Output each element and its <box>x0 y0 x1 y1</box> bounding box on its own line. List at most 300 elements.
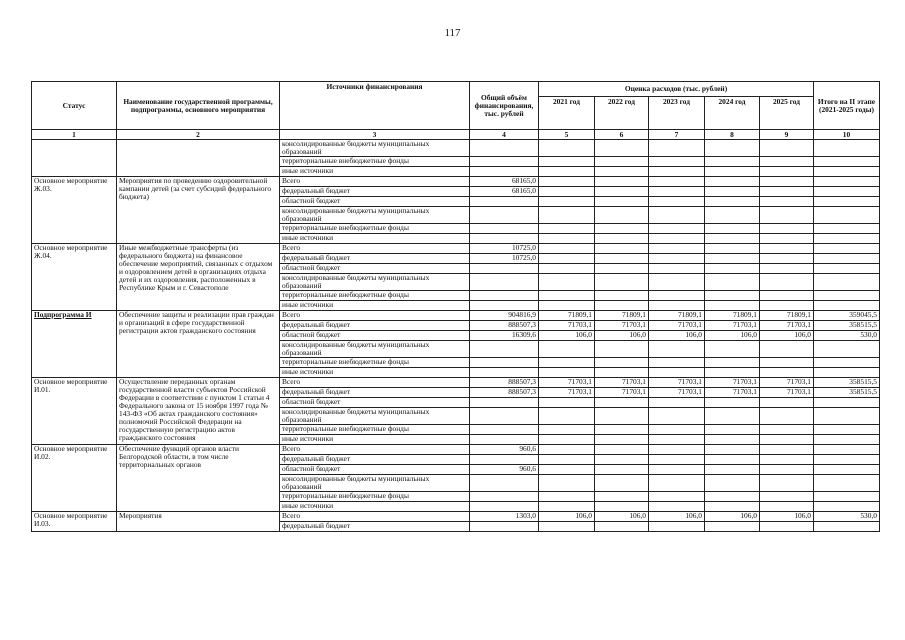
stage-total-cell <box>814 408 880 425</box>
total-financing-cell <box>470 492 539 502</box>
year-amount-cell <box>760 492 814 502</box>
funding-source-cell: территориальные внебюджетные фонды <box>280 492 470 502</box>
program-name-cell: Иные межбюджетные трансферты (из федерального бюджета) на финансовое обеспечение мероприятий, связанных с отдыхом и оздоровлением детей в организациях отдыха детей и их оздоровления, расположенных в Республике Крым и г. Севастополе <box>117 244 280 311</box>
total-financing-cell <box>470 140 539 157</box>
year-amount-cell <box>705 435 760 445</box>
year-amount-cell: 71809,1 <box>595 311 649 321</box>
funding-source-cell: консолидированные бюджеты муниципальных образований <box>280 207 470 224</box>
total-financing-cell <box>470 167 539 177</box>
stage-total-cell <box>814 465 880 475</box>
table-row <box>32 244 880 254</box>
year-amount-cell <box>705 244 760 254</box>
year-amount-cell <box>705 398 760 408</box>
year-amount-cell <box>760 455 814 465</box>
funding-source-cell: областной бюджет <box>280 331 470 341</box>
year-amount-cell <box>760 197 814 207</box>
year-amount-cell <box>539 358 595 368</box>
funding-source-cell: территориальные внебюджетные фонды <box>280 224 470 234</box>
year-amount-cell <box>705 207 760 224</box>
year-amount-cell: 71703,1 <box>760 378 814 388</box>
year-amount-cell <box>539 197 595 207</box>
year-amount-cell <box>595 445 649 455</box>
header-stage-total: Итого на II этапе (2021-2025 годы) <box>814 82 880 130</box>
total-financing-cell <box>470 435 539 445</box>
year-amount-cell <box>595 167 649 177</box>
stage-total-cell <box>814 224 880 234</box>
total-financing-cell <box>470 291 539 301</box>
program-name-cell: Осуществление переданных органам государственной власти субъектов Российской Федерации в соответствии с пунктом 1 статьи 4 Федерального закона от 15 ноября 1997 года № 143-ФЗ «Об актах гражданского состояния» полномочий Российской Федерации на государственную регистрацию актов гражданского состояния <box>117 378 280 445</box>
table-row <box>32 512 880 522</box>
funding-source-cell: Всего <box>280 378 470 388</box>
total-financing-cell <box>470 197 539 207</box>
year-amount-cell <box>539 465 595 475</box>
year-amount-cell <box>539 244 595 254</box>
stage-total-cell <box>814 197 880 207</box>
year-amount-cell <box>539 368 595 378</box>
stage-total-cell <box>814 264 880 274</box>
table-row <box>32 177 880 187</box>
stage-total-cell: 530,0 <box>814 331 880 341</box>
year-amount-cell <box>760 291 814 301</box>
year-amount-cell <box>705 177 760 187</box>
table-row <box>32 378 880 388</box>
stage-total-cell <box>814 274 880 291</box>
year-amount-cell: 106,0 <box>705 512 760 522</box>
total-financing-cell: 68165,0 <box>470 177 539 187</box>
year-amount-cell <box>539 274 595 291</box>
stage-total-cell <box>814 368 880 378</box>
year-amount-cell <box>539 301 595 311</box>
year-amount-cell <box>649 341 705 358</box>
total-financing-cell: 10725,0 <box>470 254 539 264</box>
year-amount-cell <box>760 167 814 177</box>
year-amount-cell <box>649 274 705 291</box>
year-amount-cell <box>760 425 814 435</box>
year-amount-cell <box>595 522 649 532</box>
year-amount-cell <box>705 368 760 378</box>
year-amount-cell <box>649 157 705 167</box>
year-amount-cell: 106,0 <box>595 331 649 341</box>
year-amount-cell <box>705 167 760 177</box>
year-amount-cell <box>705 475 760 492</box>
year-amount-cell <box>539 234 595 244</box>
header-year: 2021 год <box>539 97 595 130</box>
funding-source-cell: иные источники <box>280 435 470 445</box>
year-amount-cell <box>539 502 595 512</box>
year-amount-cell <box>705 425 760 435</box>
funding-source-cell: территориальные внебюджетные фонды <box>280 358 470 368</box>
total-financing-cell <box>470 398 539 408</box>
year-amount-cell <box>760 368 814 378</box>
header-estimate: Оценка расходов (тыс. рублей) <box>539 82 814 97</box>
status-cell: Основное мероприятие И.01. <box>32 378 117 445</box>
funding-source-cell: консолидированные бюджеты муниципальных образований <box>280 140 470 157</box>
year-amount-cell <box>705 157 760 167</box>
header-year: 2023 год <box>649 97 705 130</box>
year-amount-cell <box>649 177 705 187</box>
year-amount-cell: 71703,1 <box>760 321 814 331</box>
funding-source-cell: консолидированные бюджеты муниципальных образований <box>280 274 470 291</box>
column-number: 10 <box>814 130 880 140</box>
total-financing-cell <box>470 274 539 291</box>
total-financing-cell <box>470 358 539 368</box>
year-amount-cell <box>705 522 760 532</box>
year-amount-cell <box>539 425 595 435</box>
year-amount-cell <box>595 475 649 492</box>
stage-total-cell <box>814 455 880 465</box>
year-amount-cell <box>705 341 760 358</box>
funding-source-cell: областной бюджет <box>280 398 470 408</box>
total-financing-cell: 1303,0 <box>470 512 539 522</box>
year-amount-cell: 71703,1 <box>539 388 595 398</box>
year-amount-cell <box>760 301 814 311</box>
year-amount-cell <box>595 408 649 425</box>
stage-total-cell: 358515,5 <box>814 321 880 331</box>
year-amount-cell <box>539 435 595 445</box>
program-name-cell <box>117 140 280 177</box>
funding-source-cell: Всего <box>280 445 470 455</box>
year-amount-cell <box>760 157 814 167</box>
total-financing-cell: 960,6 <box>470 465 539 475</box>
year-amount-cell <box>705 445 760 455</box>
year-amount-cell <box>705 234 760 244</box>
total-financing-cell <box>470 368 539 378</box>
year-amount-cell <box>760 435 814 445</box>
table-row <box>32 445 880 455</box>
stage-total-cell <box>814 234 880 244</box>
header-total: Общий объём финансирования, тыс. рублей <box>470 82 539 130</box>
status-cell: Основное мероприятие Ж.03. <box>32 177 117 244</box>
year-amount-cell <box>760 140 814 157</box>
year-amount-cell <box>539 398 595 408</box>
year-amount-cell: 71703,1 <box>595 378 649 388</box>
year-amount-cell <box>705 455 760 465</box>
funding-source-cell: Всего <box>280 244 470 254</box>
funding-source-cell: федеральный бюджет <box>280 254 470 264</box>
year-amount-cell <box>649 224 705 234</box>
funding-source-cell: территориальные внебюджетные фонды <box>280 157 470 167</box>
stage-total-cell <box>814 445 880 455</box>
total-financing-cell <box>470 475 539 492</box>
year-amount-cell <box>705 224 760 234</box>
year-amount-cell <box>595 492 649 502</box>
total-financing-cell <box>470 408 539 425</box>
status-cell <box>32 140 117 177</box>
year-amount-cell <box>595 368 649 378</box>
total-financing-cell <box>470 301 539 311</box>
year-amount-cell <box>595 187 649 197</box>
year-amount-cell <box>705 140 760 157</box>
year-amount-cell <box>539 455 595 465</box>
stage-total-cell <box>814 157 880 167</box>
year-amount-cell <box>595 157 649 167</box>
year-amount-cell: 106,0 <box>705 331 760 341</box>
column-number: 1 <box>32 130 117 140</box>
stage-total-cell: 358515,5 <box>814 388 880 398</box>
year-amount-cell <box>649 425 705 435</box>
total-financing-cell <box>470 502 539 512</box>
year-amount-cell: 71809,1 <box>539 311 595 321</box>
year-amount-cell <box>705 197 760 207</box>
total-financing-cell <box>470 157 539 167</box>
year-amount-cell: 71703,1 <box>595 321 649 331</box>
status-cell: Основное мероприятие И.02. <box>32 445 117 512</box>
total-financing-cell: 904816,9 <box>470 311 539 321</box>
year-amount-cell <box>705 492 760 502</box>
year-amount-cell <box>760 187 814 197</box>
year-amount-cell <box>649 244 705 254</box>
year-amount-cell: 106,0 <box>595 512 649 522</box>
year-amount-cell <box>649 445 705 455</box>
table-row <box>32 311 880 321</box>
year-amount-cell <box>760 264 814 274</box>
year-amount-cell <box>760 234 814 244</box>
funding-source-cell: областной бюджет <box>280 264 470 274</box>
year-amount-cell <box>595 197 649 207</box>
stage-total-cell <box>814 140 880 157</box>
header-year: 2025 год <box>760 97 814 130</box>
year-amount-cell <box>595 291 649 301</box>
year-amount-cell <box>595 358 649 368</box>
year-amount-cell <box>760 445 814 455</box>
year-amount-cell: 106,0 <box>649 331 705 341</box>
year-amount-cell: 71703,1 <box>649 378 705 388</box>
funding-source-cell: Всего <box>280 311 470 321</box>
year-amount-cell <box>760 358 814 368</box>
stage-total-cell <box>814 167 880 177</box>
program-name-cell: Обеспечение функций органов власти Белгородской области, в том числе территориальных органов <box>117 445 280 512</box>
year-amount-cell: 106,0 <box>760 331 814 341</box>
year-amount-cell <box>760 224 814 234</box>
year-amount-cell <box>649 234 705 244</box>
total-financing-cell: 68165,0 <box>470 187 539 197</box>
total-financing-cell <box>470 264 539 274</box>
funding-source-cell: федеральный бюджет <box>280 522 470 532</box>
funding-source-cell: консолидированные бюджеты муниципальных образований <box>280 341 470 358</box>
funding-source-cell: территориальные внебюджетные фонды <box>280 291 470 301</box>
stage-total-cell <box>814 522 880 532</box>
year-amount-cell <box>539 408 595 425</box>
year-amount-cell <box>705 291 760 301</box>
year-amount-cell <box>595 341 649 358</box>
year-amount-cell <box>649 465 705 475</box>
year-amount-cell: 106,0 <box>539 512 595 522</box>
funding-source-cell: областной бюджет <box>280 197 470 207</box>
year-amount-cell <box>760 274 814 291</box>
stage-total-cell <box>814 502 880 512</box>
stage-total-cell: 359045,5 <box>814 311 880 321</box>
header-year: 2022 год <box>595 97 649 130</box>
year-amount-cell <box>705 358 760 368</box>
year-amount-cell <box>705 301 760 311</box>
year-amount-cell <box>705 254 760 264</box>
year-amount-cell <box>539 522 595 532</box>
year-amount-cell: 71809,1 <box>760 311 814 321</box>
year-amount-cell <box>595 465 649 475</box>
status-cell: Подпрограмма И <box>32 311 117 378</box>
year-amount-cell: 71703,1 <box>539 378 595 388</box>
total-financing-cell: 16309,6 <box>470 331 539 341</box>
financing-table <box>31 81 880 532</box>
stage-total-cell <box>814 187 880 197</box>
total-financing-cell: 888507,3 <box>470 321 539 331</box>
year-amount-cell <box>760 207 814 224</box>
year-amount-cell <box>760 475 814 492</box>
stage-total-cell <box>814 425 880 435</box>
year-amount-cell <box>539 167 595 177</box>
total-financing-cell <box>470 522 539 532</box>
year-amount-cell <box>649 140 705 157</box>
year-amount-cell <box>760 522 814 532</box>
year-amount-cell <box>595 274 649 291</box>
total-financing-cell <box>470 425 539 435</box>
year-amount-cell <box>595 254 649 264</box>
status-cell: Основное мероприятие Ж.04. <box>32 244 117 311</box>
total-financing-cell <box>470 455 539 465</box>
stage-total-cell <box>814 207 880 224</box>
year-amount-cell <box>539 291 595 301</box>
column-number: 8 <box>705 130 760 140</box>
year-amount-cell <box>595 398 649 408</box>
year-amount-cell: 71703,1 <box>705 321 760 331</box>
year-amount-cell <box>649 207 705 224</box>
total-financing-cell: 960,6 <box>470 445 539 455</box>
year-amount-cell <box>595 234 649 244</box>
stage-total-cell <box>814 435 880 445</box>
funding-source-cell: иные источники <box>280 301 470 311</box>
stage-total-cell <box>814 492 880 502</box>
year-amount-cell <box>539 177 595 187</box>
year-amount-cell <box>539 187 595 197</box>
year-amount-cell <box>595 435 649 445</box>
year-amount-cell <box>649 492 705 502</box>
status-cell: Основное мероприятие И.03. <box>32 512 117 532</box>
year-amount-cell <box>649 301 705 311</box>
program-name-cell: Обеспечение защиты и реализации прав граждан и организаций в сфере государственной регистрации актов гражданского состояния <box>117 311 280 378</box>
year-amount-cell: 71809,1 <box>705 311 760 321</box>
year-amount-cell <box>595 177 649 187</box>
program-name-cell: Мероприятия <box>117 512 280 532</box>
total-financing-cell <box>470 341 539 358</box>
year-amount-cell <box>539 492 595 502</box>
total-financing-cell <box>470 207 539 224</box>
column-number: 6 <box>595 130 649 140</box>
year-amount-cell <box>539 254 595 264</box>
year-amount-cell <box>539 157 595 167</box>
year-amount-cell <box>595 502 649 512</box>
year-amount-cell <box>760 341 814 358</box>
year-amount-cell <box>649 197 705 207</box>
year-amount-cell <box>539 475 595 492</box>
stage-total-cell: 358515,5 <box>814 378 880 388</box>
stage-total-cell <box>814 475 880 492</box>
year-amount-cell <box>539 224 595 234</box>
funding-source-cell: Всего <box>280 177 470 187</box>
funding-source-cell: федеральный бюджет <box>280 455 470 465</box>
year-amount-cell <box>705 502 760 512</box>
year-amount-cell: 71703,1 <box>705 388 760 398</box>
stage-total-cell: 530,0 <box>814 512 880 522</box>
funding-source-cell: иные источники <box>280 502 470 512</box>
year-amount-cell <box>649 187 705 197</box>
year-amount-cell: 106,0 <box>760 512 814 522</box>
total-financing-cell <box>470 234 539 244</box>
year-amount-cell <box>649 368 705 378</box>
total-financing-cell: 888507,3 <box>470 388 539 398</box>
year-amount-cell <box>649 455 705 465</box>
funding-source-cell: федеральный бюджет <box>280 388 470 398</box>
year-amount-cell <box>595 140 649 157</box>
year-amount-cell <box>649 522 705 532</box>
year-amount-cell <box>705 465 760 475</box>
year-amount-cell <box>649 358 705 368</box>
funding-source-cell: Всего <box>280 512 470 522</box>
stage-total-cell <box>814 358 880 368</box>
year-amount-cell: 71703,1 <box>760 388 814 398</box>
year-amount-cell: 71703,1 <box>595 388 649 398</box>
year-amount-cell <box>539 207 595 224</box>
year-amount-cell <box>760 254 814 264</box>
year-amount-cell <box>760 465 814 475</box>
year-amount-cell <box>649 435 705 445</box>
funding-source-cell: иные источники <box>280 368 470 378</box>
year-amount-cell <box>649 291 705 301</box>
year-amount-cell <box>595 301 649 311</box>
year-amount-cell <box>649 475 705 492</box>
header-sources: Источники финансирования <box>280 82 470 130</box>
year-amount-cell <box>649 398 705 408</box>
year-amount-cell: 71703,1 <box>705 378 760 388</box>
column-number: 3 <box>280 130 470 140</box>
total-financing-cell: 10725,0 <box>470 244 539 254</box>
table-body <box>32 140 880 532</box>
stage-total-cell <box>814 341 880 358</box>
year-amount-cell <box>595 455 649 465</box>
year-amount-cell <box>649 408 705 425</box>
total-financing-cell: 888507,3 <box>470 378 539 388</box>
column-number: 2 <box>117 130 280 140</box>
year-amount-cell <box>649 167 705 177</box>
year-amount-cell <box>539 341 595 358</box>
stage-total-cell <box>814 177 880 187</box>
year-amount-cell <box>760 244 814 254</box>
year-amount-cell <box>649 264 705 274</box>
stage-total-cell <box>814 244 880 254</box>
year-amount-cell: 71703,1 <box>649 321 705 331</box>
funding-source-cell: федеральный бюджет <box>280 187 470 197</box>
funding-source-cell: иные источники <box>280 167 470 177</box>
stage-total-cell <box>814 291 880 301</box>
column-number: 5 <box>539 130 595 140</box>
year-amount-cell: 106,0 <box>539 331 595 341</box>
year-amount-cell <box>705 408 760 425</box>
year-amount-cell <box>595 244 649 254</box>
page-number: 117 <box>444 27 461 39</box>
year-amount-cell <box>595 425 649 435</box>
year-amount-cell <box>539 264 595 274</box>
year-amount-cell <box>595 224 649 234</box>
stage-total-cell <box>814 301 880 311</box>
year-amount-cell <box>760 408 814 425</box>
year-amount-cell: 106,0 <box>649 512 705 522</box>
year-amount-cell <box>649 254 705 264</box>
year-amount-cell <box>760 502 814 512</box>
funding-source-cell: территориальные внебюджетные фонды <box>280 425 470 435</box>
stage-total-cell <box>814 254 880 264</box>
program-name-cell: Мероприятия по проведению оздоровительной кампании детей (за счет субсидий федерального бюджета) <box>117 177 280 244</box>
funding-source-cell: областной бюджет <box>280 465 470 475</box>
year-amount-cell: 71703,1 <box>649 388 705 398</box>
